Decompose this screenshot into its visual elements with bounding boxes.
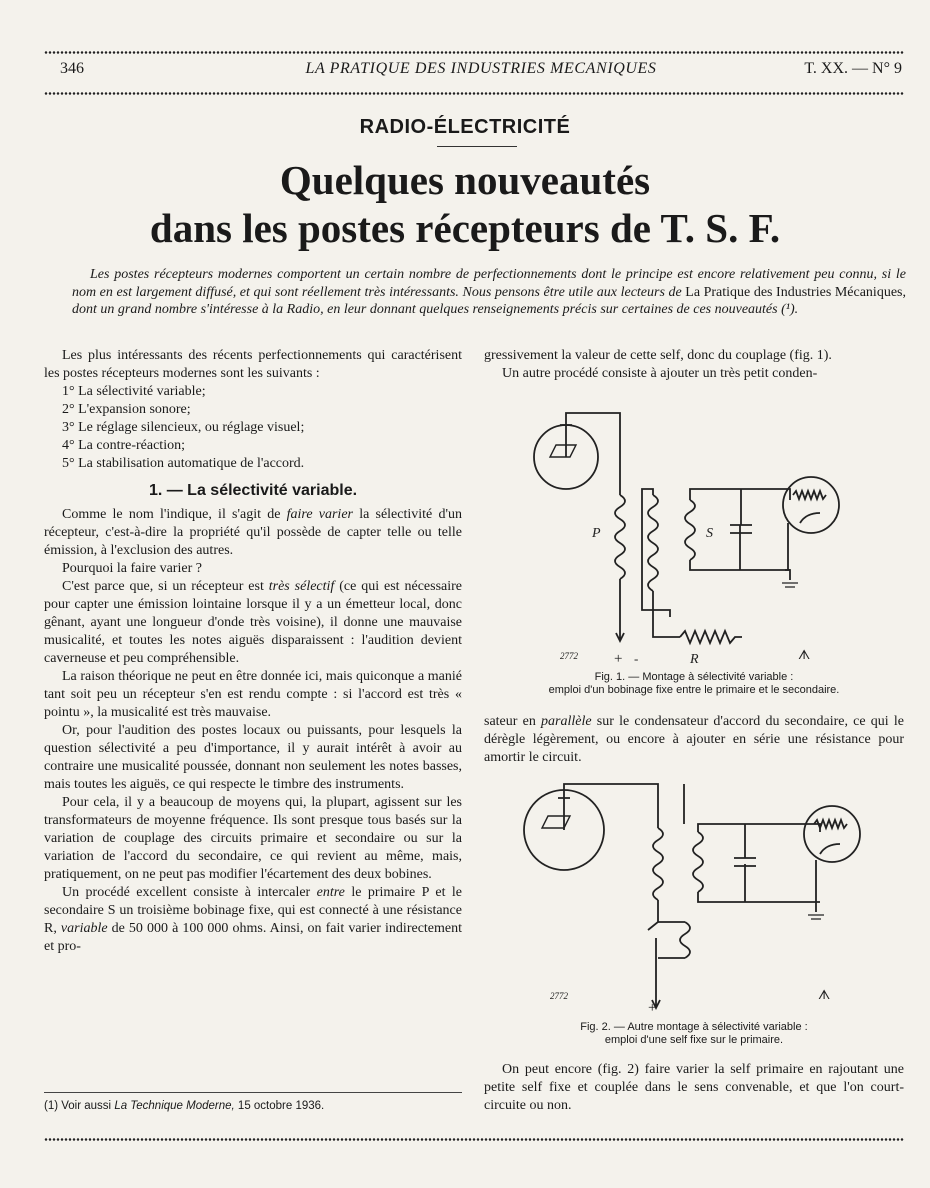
small-fixed-coil xyxy=(680,922,690,958)
footnote-rule xyxy=(44,1092,462,1093)
paragraph: Un autre procédé consiste à ajouter un très petit conden- xyxy=(502,366,818,381)
resistor-R xyxy=(680,631,742,643)
right-column-bottom xyxy=(484,1061,904,1115)
left-column xyxy=(44,347,462,956)
paragraph: Pour cela, il y a beaucoup de moyens qui, la plupart, agissent sur les transformateurs de moyenne fréquence. Ils sont presque tous basés sur la variation de couplage des circuits primaire et secondaire ou sur la variation de l'accord du secondaire, ce qui revient au même, mais, pratiquement, on ne peut pas modifier l'écartement des deux bobines. xyxy=(44,795,462,882)
figure-number: 2772 xyxy=(560,651,578,661)
lead-text: Les postes récepteurs modernes comportent un certain nombre de perfectionnements dont le principe est encore relativement peu connu, si le nom en est largement diffusé, et qui sont réellement très intéressants. Nous pensons être utile aux lecteurs de xyxy=(72,267,906,300)
secondary-coil-S xyxy=(685,500,695,560)
intro-paragraph: Les plus intéressants des récents perfectionnements qui caractérisent les postes récepteurs modernes sont les suivants : xyxy=(44,348,462,381)
top-dotted-rule xyxy=(44,50,904,55)
figure-2-caption xyxy=(484,1021,904,1047)
article-lead xyxy=(72,266,906,319)
figure-number: 2772 xyxy=(550,991,568,1001)
paragraph: On peut encore (fig. 2) faire varier la self primaire en rajoutant une petite self fixe et couplée dans le sens convenable, et que l'on court-circuite ou non. xyxy=(484,1062,904,1113)
capacitor xyxy=(734,824,756,866)
label-plus: + xyxy=(614,651,623,667)
paragraph: Un procédé excellent consiste à intercaler entre le primaire P et le secondaire S un troisième bobinage fixe, qui est connecté à une résistance R, variable de 50 000 à 100 000 ohms. Ainsi, on fait varier indirectement et pro- xyxy=(44,885,463,954)
paragraph: Comme le nom l'indique, il s'agit de faire varier la sélectivité d'un récepteur, c'est-à-dire la propriété qu'il possède de capter telle ou telle émission, à l'exclusion des autres. xyxy=(44,507,462,558)
list-item: 1° La sélectivité variable; xyxy=(62,384,206,399)
rubric-underline xyxy=(437,146,517,147)
caption-line: emploi d'une self fixe sur le primaire. xyxy=(604,1034,784,1046)
list-item: 4° La contre-réaction; xyxy=(62,438,185,453)
footnote: (1) Voir aussi La Technique Moderne, 15 octobre 1936. xyxy=(44,1100,325,1112)
list-item: 5° La stabilisation automatique de l'accord. xyxy=(62,456,305,471)
label-P: P xyxy=(592,526,601,541)
figure-1-caption xyxy=(484,671,904,697)
figure-2-circuit-diagram xyxy=(520,772,880,1016)
paragraph: C'est parce que, si un récepteur est très sélectif (ce qui est nécessaire pour capter une émission lointaine lorsque il y a un émetteur local, donc gênant, ayant une longueur d'onde très voisine), il donne une mauvaise musicalité, et toutes les notes aiguës disparaissent : l'audition devient caverneuse et peu compréhensible. xyxy=(44,579,462,666)
article-title-line2: dans les postes récepteurs de T. S. F. xyxy=(149,205,781,251)
right-column-top xyxy=(484,347,904,383)
section-rubric: RADIO-ÉLECTRICITÉ xyxy=(359,116,571,138)
paragraph: sateur en parallèle sur le condensateur d'accord du secondaire, ce qui le dérègle légèrement, ou encore à ajouter en série une résistance pour amortir le circuit. xyxy=(484,714,904,765)
list-item: 2° L'expansion sonore; xyxy=(62,402,191,417)
volume-number: T. XX. — N° 9 xyxy=(804,60,902,77)
caption-line: Fig. 1. — Montage à sélectivité variable : xyxy=(594,671,794,683)
tube-2-icon xyxy=(804,806,860,862)
paragraph: gressivement la valeur de cette self, donc du couplage (fig. 1). xyxy=(484,348,832,363)
ground-symbol: ᗑ xyxy=(818,987,831,1002)
bottom-dotted-rule xyxy=(44,1137,904,1142)
ground-symbol: ᗑ xyxy=(798,647,811,662)
page-number: 346 xyxy=(60,60,84,77)
paragraph: Pourquoi la faire varier ? xyxy=(62,561,202,576)
header-dotted-rule xyxy=(44,91,904,96)
tube-2-icon xyxy=(783,477,839,533)
caption-line: Fig. 2. — Autre montage à sélectivité variable : xyxy=(580,1021,808,1033)
journal-title: LA PRATIQUE DES INDUSTRIES MECANIQUES xyxy=(305,60,657,77)
secondary-coil xyxy=(693,832,703,892)
primary-coil-P xyxy=(615,495,625,579)
list-item: 3° Le réglage silencieux, ou réglage visuel; xyxy=(62,420,305,435)
lead-journal-name: La Pratique des Industries Mécaniques, xyxy=(685,284,906,300)
section-heading: 1. — La sélectivité variable. xyxy=(148,482,358,499)
primary-coil xyxy=(653,828,663,900)
label-S: S xyxy=(706,526,713,541)
paragraph: Or, pour l'audition des postes locaux ou puissants, pour lesquels la question sélectivité a peu d'importance, il y aurait intérêt à avoir au contraire une musicalité poussée, donnant non seulement les notes basses, mais toutes les aiguës, ce qui respecte le timbre des instruments. xyxy=(44,723,462,792)
caption-line: emploi d'un bobinage fixe entre le primaire et le secondaire. xyxy=(548,684,840,696)
label-minus: - xyxy=(634,651,639,666)
capacitor xyxy=(730,489,752,533)
figure-1-circuit-diagram xyxy=(530,405,870,667)
running-header xyxy=(60,60,902,82)
lead-text-end: dont un grand nombre s'intéresse à la Radio, en leur donnant quelques renseignements précis sur certaines de ces nouveautés (¹). xyxy=(72,302,799,317)
label-R: R xyxy=(690,652,699,667)
right-column-middle xyxy=(484,713,904,767)
middle-coil xyxy=(648,495,658,591)
paragraph: La raison théorique ne peut en être donnée ici, mais quiconque a manié tant soit peu un récepteur s'en est rendu compte : si l'accord est très « pointu », la musicalité est très mauvaise. xyxy=(44,669,462,720)
label-plus: + xyxy=(648,1000,657,1016)
article-title-line1: Quelques nouveautés xyxy=(279,157,651,203)
